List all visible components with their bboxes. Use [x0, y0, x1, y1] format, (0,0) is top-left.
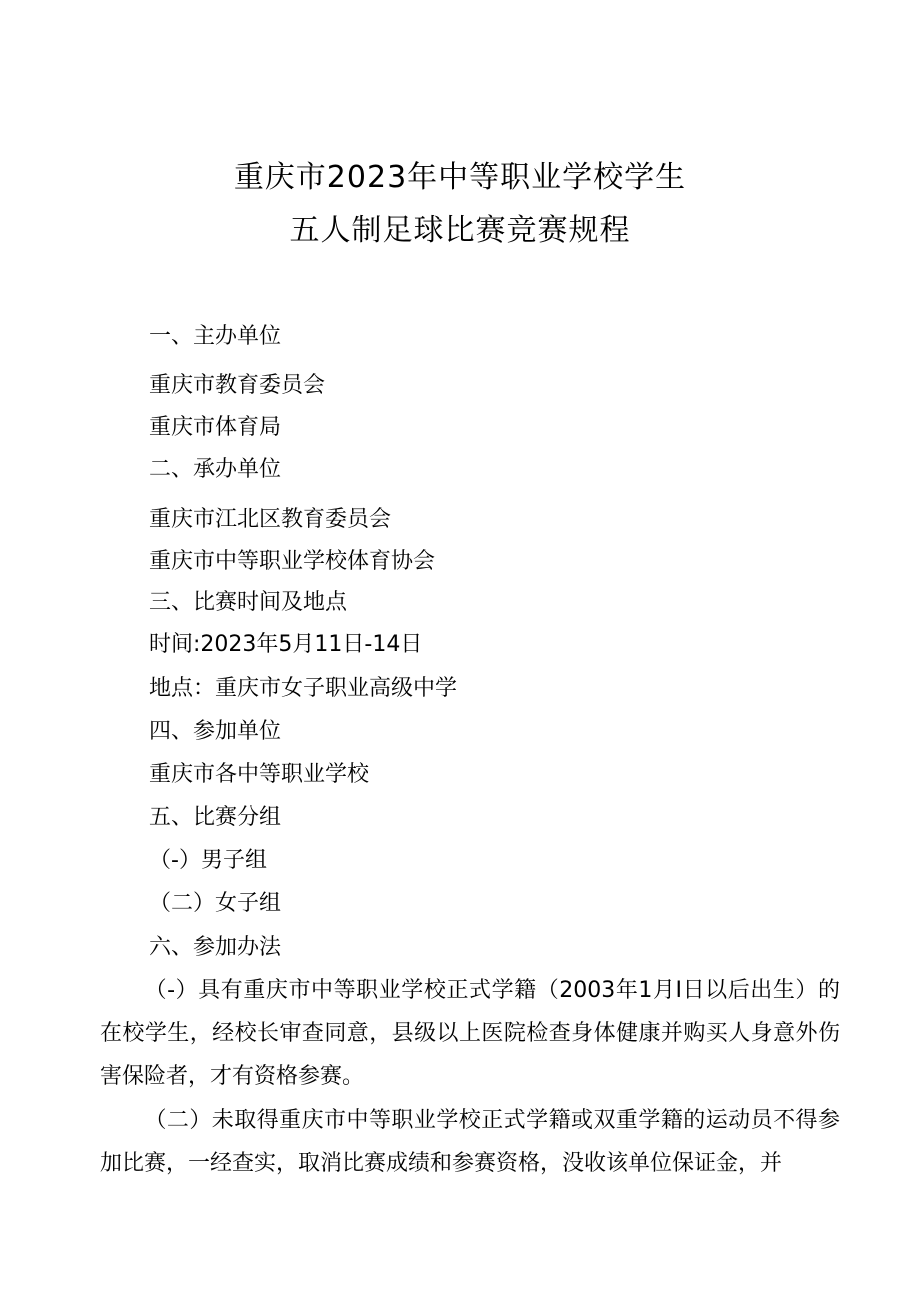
paragraph-text: （二）未取得重庆市中等职业学校正式学籍或双重学籍的运动员不得参加比赛，一经查实，取消比赛成绩和参赛资格，没收该单位保证金，并: [100, 1108, 840, 1176]
paragraph-text: （-）具有重庆市中等职业学校正式学籍（2003年1月I日以后出生）的在校学生，经校长审查同意，县级以上医院检查身体健康并购买人身意外伤害保险者，才有资格参赛。: [100, 978, 840, 1089]
paragraph-disqualification: [100, 1099, 840, 1185]
document-title-line2: 五人制足球比赛竞赛规程: [289, 213, 631, 248]
organizer-item: 重庆市教育委员会: [149, 373, 326, 398]
section-heading-host: 二、承办单位: [149, 457, 282, 482]
group-item: （二）女子组: [149, 891, 282, 916]
paragraph-eligibility: [100, 969, 840, 1098]
section-heading-time-place: 三、比赛时间及地点: [149, 590, 348, 615]
participants-item: 重庆市各中等职业学校: [149, 762, 370, 787]
document-title-line1: 重庆市2023年中等职业学校学生: [233, 160, 687, 195]
time-line: 时间:2023年5月11日-14日: [149, 632, 423, 657]
host-item: 重庆市中等职业学校体育协会: [149, 549, 436, 574]
organizer-item: 重庆市体育局: [149, 415, 282, 440]
section-heading-groups: 五、比赛分组: [149, 805, 282, 830]
host-item: 重庆市江北区教育委员会: [149, 507, 392, 532]
group-item: （-）男子组: [149, 848, 267, 873]
section-heading-organizer: 一、主办单位: [149, 324, 282, 349]
section-heading-participants: 四、参加单位: [149, 719, 282, 744]
place-line: 地点：重庆市女子职业高级中学: [149, 676, 458, 701]
section-heading-method: 六、参加办法: [149, 935, 282, 960]
